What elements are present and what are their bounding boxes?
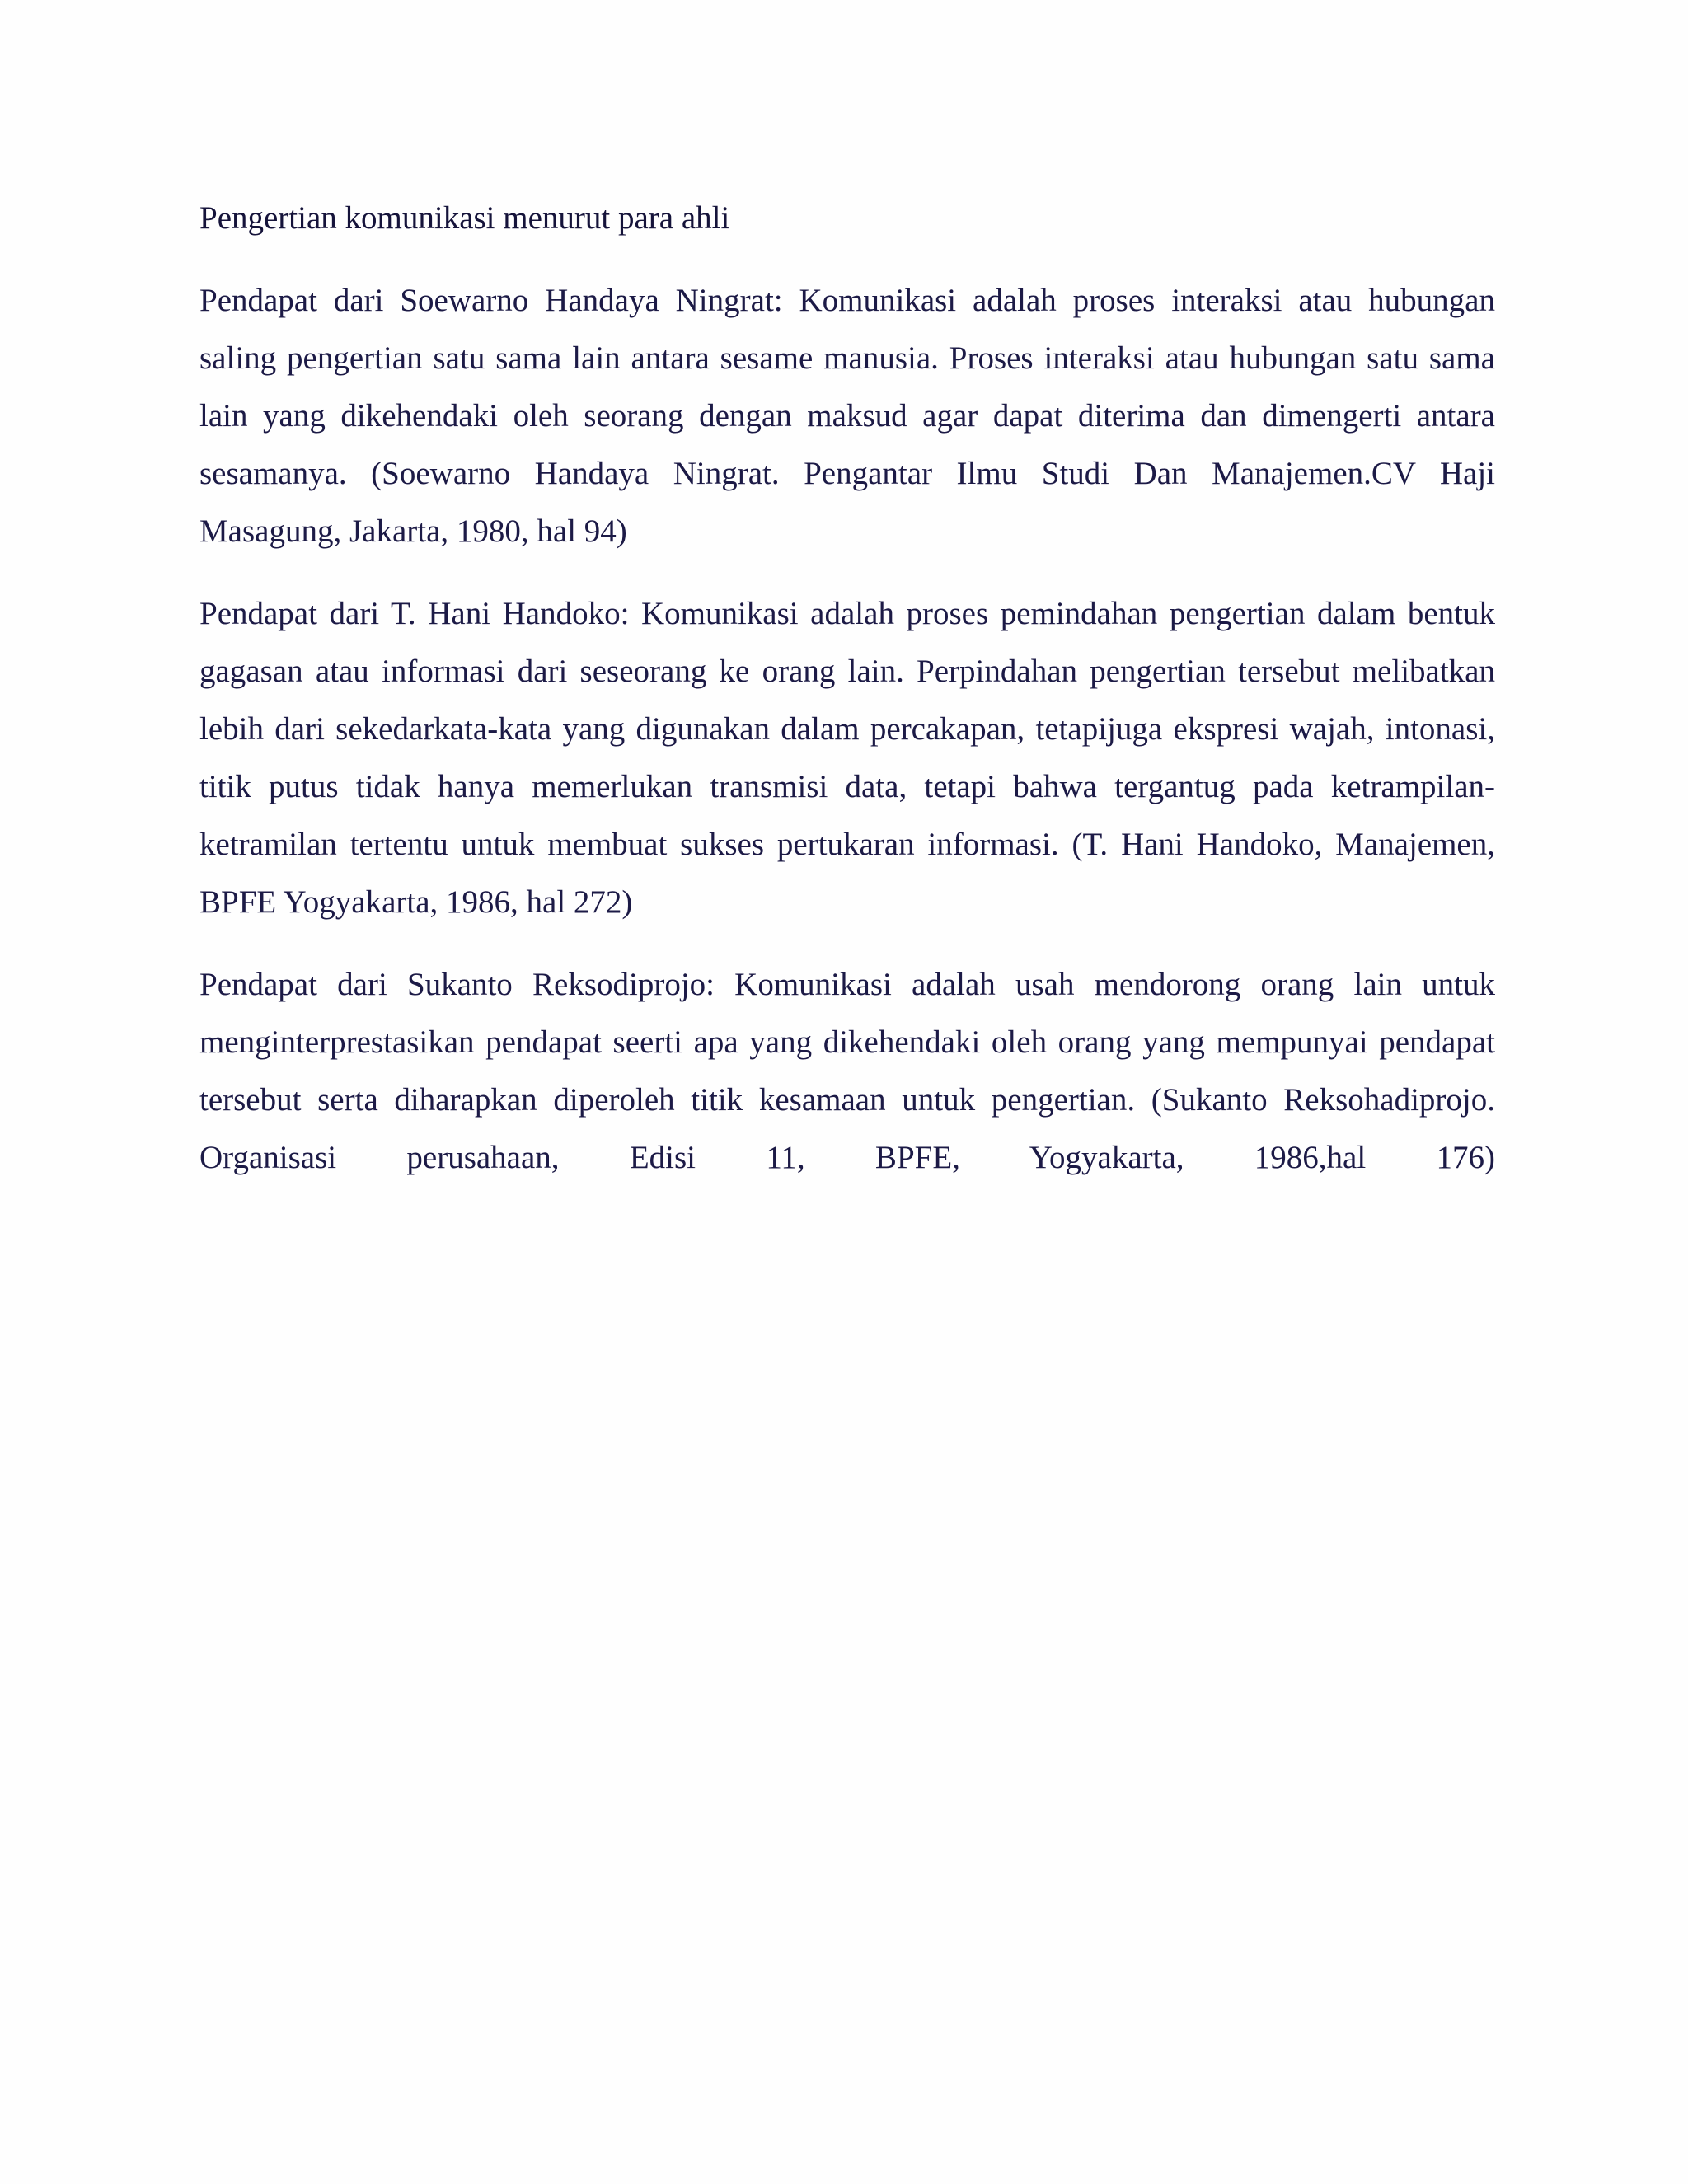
paragraph-handoko: Pendapat dari T. Hani Handoko: Komunikasi adalah proses pemindahan pengertian dalam bentuk gagasan atau informasi dari seseorang ke orang lain. Perpindahan pengertian tersebut melibatkan lebih dari sekedarkata-kata yang digunakan dalam percakapan, tetapijuga ekspresi wajah, intonasi, titik putus tidak hanya memerlukan transmisi data, tetapi bahwa tergantug pada ketrampilan- ketramilan tertentu untuk membuat sukses pertukaran informasi. (T. Hani Handoko, Manajemen, BPFE Yogyakarta, 1986, hal 272) [199,596,1495,920]
paragraph-reksodiprojo: Pendapat dari Sukanto Reksodiprojo: Komunikasi adalah usah mendorong orang lain untuk menginterprestasikan pendapat seerti apa yang dikehendaki oleh orang yang mempunyai pendapat tersebut serta diharapkan diperoleh titik kesamaan untuk pengertian. (Sukanto Reksohadiprojo. Organisasi perusahaan, Edisi 11, BPFE, Yogyakarta, 1986,hal 176) [199,967,1495,1175]
document-body [199,190,1495,1212]
paragraph-soewarno: Pendapat dari Soewarno Handaya Ningrat: Komunikasi adalah proses interaksi atau hubungan saling pengertian satu sama lain antara sesame manusia. Proses interaksi atau hubungan satu sama lain yang dikehendaki oleh seorang dengan maksud agar dapat diterima dan dimengerti antara sesamanya. (Soewarno Handaya Ningrat. Pengantar Ilmu Studi Dan Manajemen.CV Haji Masagung, Jakarta, 1980, hal 94) [199,283,1495,549]
document-title: Pengertian komunikasi menurut para ahli [199,200,730,236]
